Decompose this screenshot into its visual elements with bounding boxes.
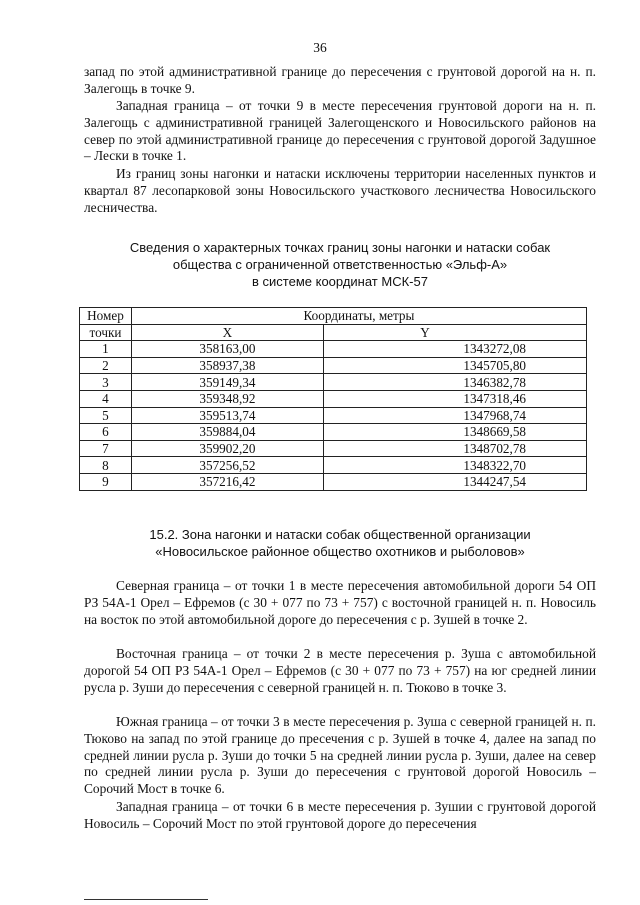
table-row bbox=[80, 457, 587, 474]
coord-y: 1345705,80 bbox=[323, 357, 586, 374]
coord-y: 1344247,54 bbox=[323, 473, 586, 490]
coord-x: 359902,20 bbox=[131, 440, 323, 457]
point-number: 4 bbox=[80, 390, 132, 407]
point-number: 1 bbox=[80, 341, 132, 358]
table-row bbox=[80, 440, 587, 457]
table-heading-line-2: общества с ограниченной ответственностью «Эльф-А» bbox=[172, 256, 508, 272]
east-boundary-paragraph: Восточная граница – от точки 2 в месте пересечения р. Зуша с автомобильной дорогой 54 ОП РЗ 54А-1 Орел – Ефремов (с 30 + 077 по 73 + 757) на юг средней линии русла р. Зуши до пересечения с северной границей н. п. Тюково в точке 3. bbox=[84, 646, 596, 695]
table-row bbox=[80, 357, 587, 374]
section-title-line-2: «Новосильское районное общество охотников и рыболовов» bbox=[155, 543, 525, 559]
point-number: 7 bbox=[80, 440, 132, 457]
coord-x: 359884,04 bbox=[131, 424, 323, 441]
table-heading bbox=[84, 240, 596, 290]
intro-paragraph-3: Из границ зоны нагонки и натаски исключены территории населенных пунктов и квартал 87 лесопарковой зоны Новосильского участкового лесничества Новосильского лесничества. bbox=[84, 166, 596, 215]
coord-y: 1343272,08 bbox=[323, 341, 586, 358]
coord-y: 1348322,70 bbox=[323, 457, 586, 474]
coord-x: 357216,42 bbox=[131, 473, 323, 490]
page-number: 36 bbox=[313, 40, 327, 55]
footnote-divider bbox=[84, 899, 208, 900]
coord-y: 1347968,74 bbox=[323, 407, 586, 424]
header-x: X bbox=[131, 324, 323, 341]
table-heading-line-1: Сведения о характерных точках границ зоны нагонки и натаски собак bbox=[129, 240, 551, 255]
coord-x: 358937,38 bbox=[131, 357, 323, 374]
intro-paragraph-2: Западная граница – от точки 9 в месте пересечения грунтовой дороги на н. п. Залегощь с административной границей Залегощенского и Новосильского районов на север по этой административной границе до пересечения с грунтовой дорогой Задушное – Лески в точке 1. bbox=[84, 98, 596, 164]
coord-x: 359513,74 bbox=[131, 407, 323, 424]
table-heading-line-3: в системе координат МСК-57 bbox=[252, 273, 428, 289]
point-number: 6 bbox=[80, 424, 132, 441]
section-title bbox=[84, 527, 596, 561]
coord-y: 1347318,46 bbox=[323, 390, 586, 407]
header-y: Y bbox=[323, 324, 586, 341]
point-number: 9 bbox=[80, 473, 132, 490]
table-row bbox=[80, 473, 587, 490]
north-boundary-paragraph: Северная граница – от точки 1 в месте пересечения автомобильной дороги 54 ОП РЗ 54А-1 Орел – Ефремов (с 30 + 077 по 73 + 757) с восточной границей н. п. Новосиль на восток по этой автомобильной дороге до пересечения с р. Зушей в точке 2. bbox=[84, 578, 596, 627]
point-number: 2 bbox=[80, 357, 132, 374]
table-body bbox=[80, 341, 587, 490]
table-row bbox=[80, 424, 587, 441]
coord-x: 358163,00 bbox=[131, 341, 323, 358]
coordinates-table bbox=[79, 307, 587, 491]
table-subheader-row bbox=[80, 324, 587, 341]
table-header-row bbox=[80, 308, 587, 325]
table-row bbox=[80, 374, 587, 391]
intro-paragraph-1: запад по этой административной границе до пересечения с грунтовой дорогой на н. п. Залегощь в точке 9. bbox=[84, 64, 596, 96]
point-number: 8 bbox=[80, 457, 132, 474]
table-row bbox=[80, 407, 587, 424]
header-number-top: Номер bbox=[80, 308, 132, 325]
section-title-line-1: 15.2. Зона нагонки и натаски собак общественной организации bbox=[149, 527, 531, 542]
table-row bbox=[80, 341, 587, 358]
header-coordinates: Координаты, метры bbox=[131, 308, 586, 325]
coord-y: 1348669,58 bbox=[323, 424, 586, 441]
point-number: 5 bbox=[80, 407, 132, 424]
coord-x: 357256,52 bbox=[131, 457, 323, 474]
south-boundary-paragraph: Южная граница – от точки 3 в месте пересечения р. Зуша с северной границей н. п. Тюково на запад по этой границе до пресечения с р. Зушей в точке 4, далее на запад по средней линии русла р. Зуши до точки 5 на средней линии русла р. Зуши, далее на север по средней линии русла р. Зуши до пересечения с грунтовой дорогой Новосиль – Сорочий Мост в точке 6. bbox=[84, 714, 596, 797]
table-row bbox=[80, 390, 587, 407]
header-number-bottom: точки bbox=[80, 324, 132, 341]
coord-y: 1346382,78 bbox=[323, 374, 586, 391]
coord-x: 359149,34 bbox=[131, 374, 323, 391]
point-number: 3 bbox=[80, 374, 132, 391]
west-boundary-paragraph: Западная граница – от точки 6 в месте пересечения р. Зушии с грунтовой дорогой Новосиль – Сорочий Мост по этой грунтовой дороге до пересечения bbox=[84, 799, 596, 831]
coord-y: 1348702,78 bbox=[323, 440, 586, 457]
coord-x: 359348,92 bbox=[131, 390, 323, 407]
